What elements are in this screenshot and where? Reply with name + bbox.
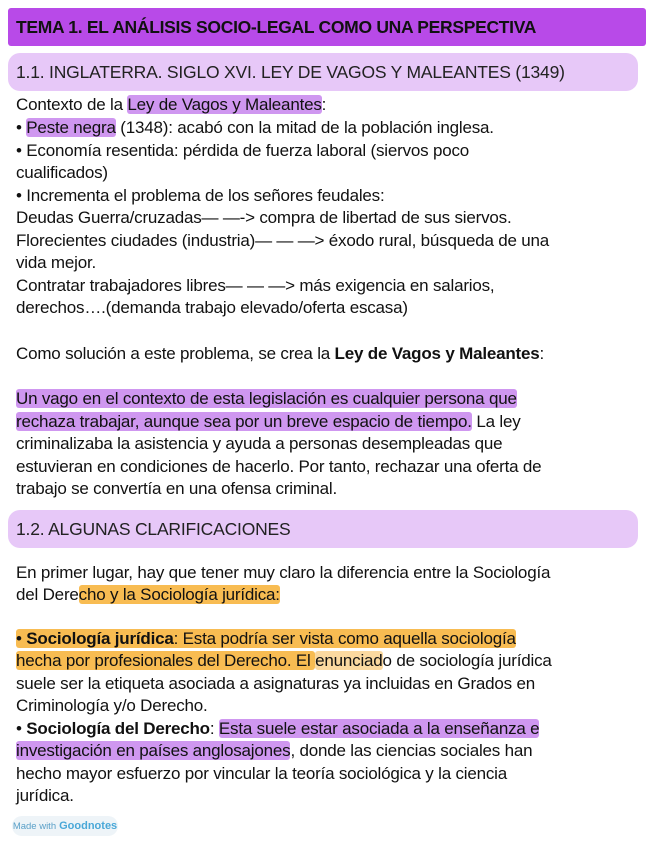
bullet-senores-feudales: • Incrementa el problema de los señores feudales: [16, 186, 385, 205]
text-line: hecha por profesionales del Derecho. El enunciado de sociología jurídica [16, 651, 552, 670]
text-line: hecho mayor esfuerzo por vincular la teoría sociológica y la ciencia [16, 764, 507, 783]
highlight: • Sociología jurídica: Esta podría ser vista como aquella sociología [16, 629, 516, 648]
context-line: Contexto de la Ley de Vagos y Maleantes: [16, 95, 327, 114]
highlight: Ley de Vagos y Maleantes [127, 95, 322, 114]
highlight: hecha por profesionales del Derecho. El [16, 651, 316, 670]
highlight: Un vago en el contexto de esta legislación es cualquier persona que [16, 389, 517, 408]
page-title: TEMA 1. EL ANÁLISIS SOCIO-LEGAL COMO UNA PERSPECTIVA [16, 17, 537, 37]
highlight: Esta suele estar asociada a la enseñanza e [218, 719, 540, 738]
highlight: enunciad [315, 651, 383, 670]
goodnotes-logo: Goodnotes [59, 820, 118, 832]
highlight: cho y la Sociología jurídica: [78, 585, 280, 604]
made-with-badge[interactable] [12, 816, 118, 836]
highlight: Peste negra [26, 118, 116, 137]
text-line: En primer lugar, hay que tener muy claro la diferencia entre la Sociología [16, 563, 551, 582]
intro-line: del Derecho y la Sociología jurídica: [16, 585, 280, 604]
bullet-sociologia-derecho: • Sociología del Derecho: Esta suele estar asociada a la enseñanza e [16, 719, 540, 738]
text-line: Florecientes ciudades (industria)— — —> éxodo rural, búsqueda de una [16, 231, 550, 250]
made-with-label: Made with [12, 820, 57, 832]
bullet-peste-negra: • Peste negra (1348): acabó con la mitad de la población inglesa. [16, 118, 494, 137]
highlight: rechaza trabajar, aunque sea por un breve espacio de tiempo. [16, 412, 472, 431]
text-line: Contratar trabajadores libres— — —> más exigencia en salarios, [16, 276, 495, 295]
definition-line: rechaza trabajar, aunque sea por un breve espacio de tiempo. La ley [16, 412, 521, 431]
text-line: Deudas Guerra/cruzadas— —-> compra de libertad de sus siervos. [16, 208, 512, 227]
bullet-economia: • Economía resentida: pérdida de fuerza laboral (siervos poco [16, 141, 470, 160]
text-line: criminalizaba la asistencia y ayuda a personas desempleadas que [16, 434, 503, 453]
text-line: vida mejor. [16, 253, 97, 272]
text-line: estuvieran en condiciones de hacerlo. Por tanto, rechazar una oferta de [16, 457, 542, 476]
text-line: investigación en países anglosajones, donde las ciencias sociales han [16, 741, 533, 760]
solution-line: Como solución a este problema, se crea la Ley de Vagos y Maleantes: [16, 344, 545, 363]
text-line: trabajo se convertía en una ofensa criminal. [16, 479, 337, 498]
section-2-title: 1.2. ALGUNAS CLARIFICACIONES [16, 519, 291, 539]
text-line: Criminología y/o Derecho. [16, 696, 208, 715]
text-line: derechos….(demanda trabajo elevado/oferta escasa) [16, 298, 408, 317]
definition-line [16, 388, 517, 410]
section-1-title: 1.1. INGLATERRA. SIGLO XVI. LEY DE VAGOS Y MALEANTES (1349) [16, 62, 565, 82]
bullet-sociologia-juridica [16, 628, 516, 650]
text-line: suele ser la etiqueta asociada a asignaturas ya incluidas en Grados en [16, 674, 536, 693]
text-line: cualificados) [16, 163, 108, 182]
highlight: investigación en países anglosajones [16, 741, 291, 760]
text-line: jurídica. [16, 786, 74, 805]
